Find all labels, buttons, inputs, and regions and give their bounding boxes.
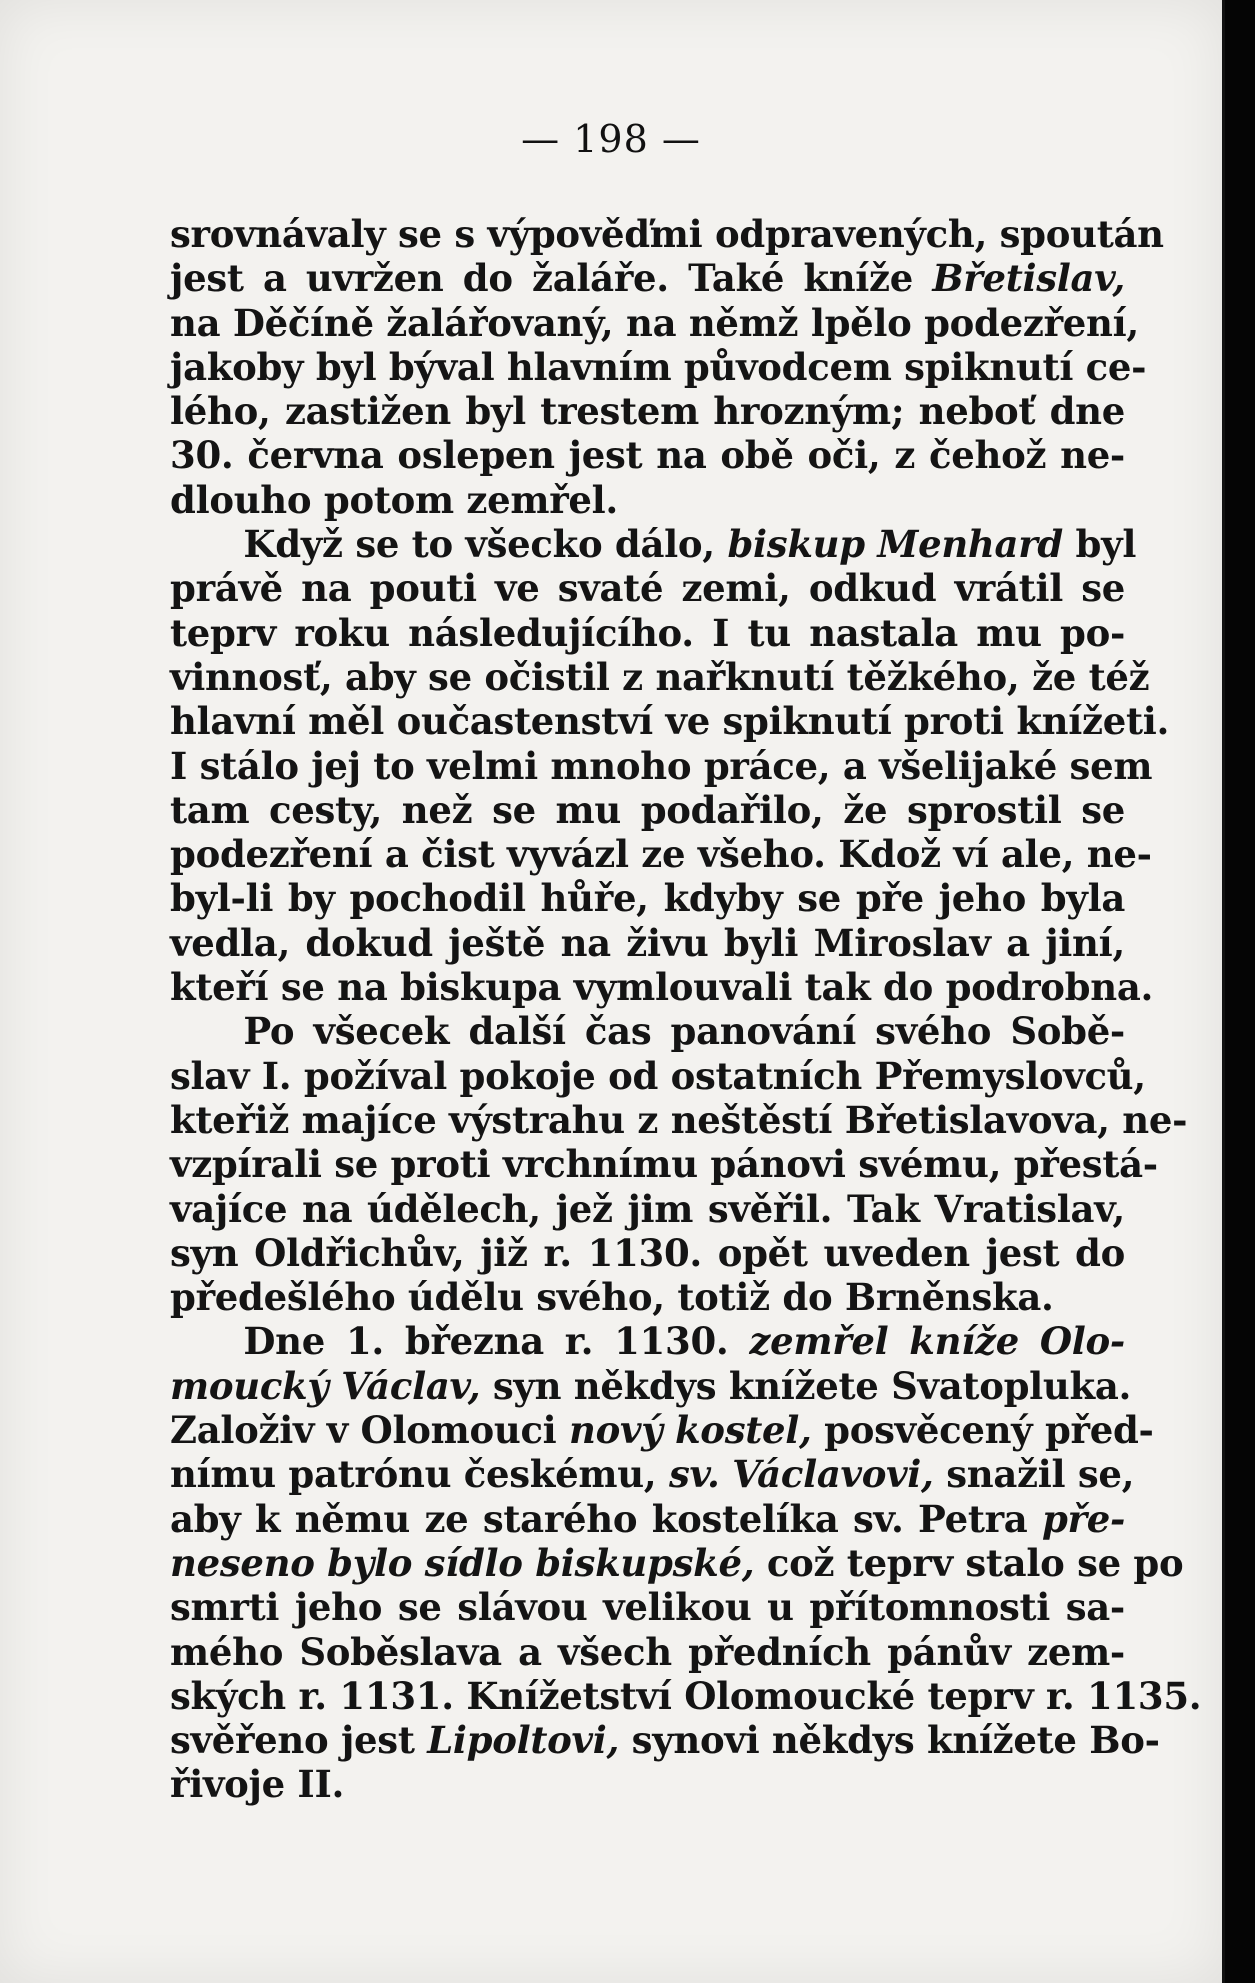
text-segment: Po všecek další čas panování svého Sobě- (170, 1009, 1125, 1054)
text-segment: lého, zastižen byl trestem hrozným; neboť dne (170, 389, 1125, 434)
page-number: — 198 — (521, 117, 701, 161)
text-line (170, 965, 1154, 1010)
text-segment: kteří se na biskupa vymlouvali tak do podrobna. (170, 965, 1154, 1010)
text-line (170, 1319, 1125, 1363)
text-segment: Dne 1. března r. 1130. (170, 1319, 750, 1364)
italic-segment: Břetislav, (932, 256, 1125, 301)
text-line (170, 743, 1153, 788)
text-line (170, 611, 1125, 655)
text-line (170, 1231, 1125, 1275)
text-segment: svěřeno jest (170, 1718, 428, 1763)
text-segment: syn Oldřichův, již r. 1130. opět uveden jest do (170, 1230, 1125, 1275)
text-segment: 30. června oslepen jest na obě oči, z čehož ne- (170, 433, 1125, 478)
text-line (170, 921, 1125, 965)
text-line (170, 478, 1125, 522)
text-segment: aby k němu ze starého kostelíka sv. Petra (170, 1496, 1042, 1541)
italic-segment: pře- (1041, 1496, 1125, 1541)
italic-segment: nový kostel, (569, 1408, 812, 1453)
text-line (170, 1009, 1125, 1053)
text-segment: ských r. 1131. Knížetství Olomoucké teprv r. 1135. (170, 1673, 1202, 1718)
text-line (170, 1363, 1132, 1408)
text-segment: vedla, dokud ještě na živu byli Miroslav a jiní, (170, 920, 1125, 965)
text-line (170, 1497, 1125, 1541)
text-segment: právě na pouti ve svaté zemi, odkud vrátil se (170, 566, 1125, 611)
text-line (170, 699, 1170, 744)
text-line (170, 832, 1152, 877)
text-segment: hlavní měl oučastenství ve spiknutí proti knížeti. (170, 699, 1170, 744)
text-segment: posvěcený před- (811, 1408, 1154, 1453)
text-segment: slav I. požíval pokoje od ostatních Přemyslovců, (170, 1053, 1146, 1098)
italic-segment: zemřel kníže Olo- (749, 1319, 1125, 1364)
body-text (170, 212, 1202, 1807)
text-line (170, 344, 1147, 389)
text-segment: Když se to všecko dálo, (170, 522, 728, 567)
text-segment: kteřiž majíce výstrahu z neštěstí Břetislavova, ne- (170, 1097, 1188, 1142)
text-segment: I stálo jej to velmi mnoho práce, a všelijaké sem (170, 743, 1153, 788)
scan-edge (1225, 0, 1255, 1983)
text-segment: dlouho potom zemřel. (170, 477, 618, 522)
text-line (170, 389, 1125, 433)
text-line (170, 1630, 1125, 1674)
text-line (170, 1097, 1188, 1142)
text-segment: jest a uvržen do žaláře. Také kníže (170, 256, 933, 301)
text-segment: teprv roku následujícího. I tu nastala mu po- (170, 610, 1125, 655)
text-line (170, 876, 1125, 920)
text-segment: byl (1062, 522, 1137, 567)
text-line (170, 522, 1137, 567)
text-segment: vajíce na údělech, jež jim svěřil. Tak Vratislav, (170, 1186, 1125, 1231)
italic-segment: sv. Václavovi, (668, 1452, 934, 1497)
text-segment: tam cesty, než se mu podařilo, že sprostil se (170, 787, 1125, 832)
text-line (170, 1718, 1160, 1763)
text-segment: Založiv v Olomouci (170, 1408, 570, 1453)
text-segment: smrti jeho se slávou velikou u přítomnosti sa- (170, 1585, 1125, 1630)
italic-segment: Lipoltovi, (427, 1718, 620, 1763)
text-line (170, 1408, 1154, 1453)
text-line (170, 1585, 1125, 1629)
text-segment: jakoby byl býval hlavním původcem spiknutí ce- (170, 344, 1147, 389)
text-line (170, 1187, 1125, 1231)
text-line (170, 566, 1125, 610)
text-segment: vzpírali se proti vrchnímu pánovi svému, přestá- (170, 1142, 1158, 1187)
text-segment: srovnávaly se s výpověďmi odpravených, spoután (170, 212, 1164, 256)
text-segment: syn někdys knížete Svatopluka. (480, 1363, 1132, 1408)
italic-segment: moucký Václav, (170, 1363, 481, 1408)
text-segment: vinnosť, aby se očistil z nařknutí těžkého, že též (170, 654, 1150, 699)
italic-segment: neseno bylo sídlo biskupské, (170, 1540, 755, 1585)
text-line (170, 1053, 1146, 1098)
text-line (170, 654, 1150, 699)
text-segment: podezření a čist vyvázl ze všeho. Kdož ví ale, ne- (170, 832, 1152, 877)
text-line (170, 1673, 1202, 1718)
text-line (170, 788, 1125, 832)
text-line (170, 1540, 1184, 1585)
text-segment: řivoje II. (170, 1762, 345, 1807)
text-segment: mého Soběslava a všech předních pánův zem- (170, 1629, 1125, 1674)
text-line (170, 1275, 1125, 1319)
text-line (170, 1142, 1158, 1187)
text-segment: předešlého údělu svého, totiž do Brněnska. (170, 1275, 1054, 1320)
italic-segment: biskup Menhard (727, 522, 1063, 567)
text-segment: synovi někdys knížete Bo- (619, 1718, 1160, 1763)
text-line (170, 1452, 1135, 1497)
text-segment: na Děčíně žalářovaný, na němž lpělo podezření, (170, 300, 1139, 345)
text-segment: snažil se, (933, 1452, 1135, 1497)
text-line (170, 1762, 1125, 1806)
text-segment: což teprv stalo se po (754, 1540, 1184, 1585)
text-line (170, 300, 1139, 345)
text-line (170, 256, 1125, 300)
text-segment: nímu patrónu českému, (170, 1452, 669, 1497)
text-line (170, 212, 1164, 256)
text-line (170, 433, 1125, 477)
text-segment: byl-li by pochodil hůře, kdyby se pře jeho byla (170, 876, 1125, 921)
